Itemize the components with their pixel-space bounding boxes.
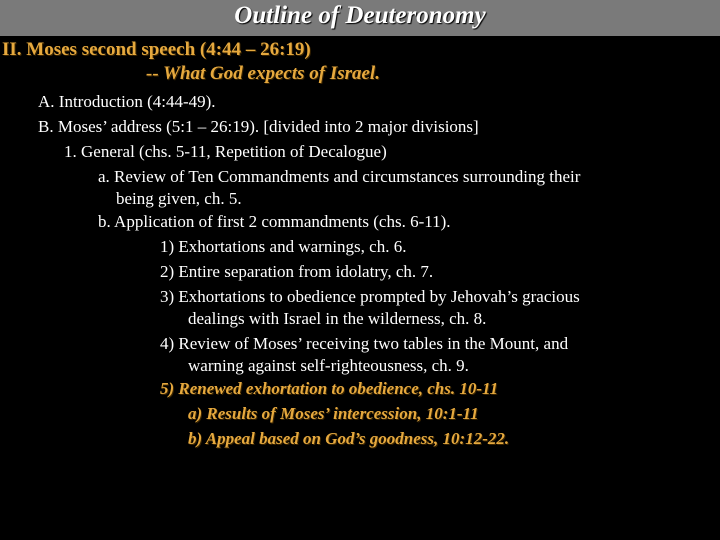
outline-line: 4) Review of Moses’ receiving two tables in the Mount, and — [160, 334, 569, 353]
outline-line: being given, ch. 5. — [116, 189, 242, 208]
outline-line: 2) Entire separation from idolatry, ch. 7. — [160, 262, 434, 281]
outline-line: B. Moses’ address (5:1 – 26:19). [divided into 2 major divisions] — [38, 117, 479, 136]
outline-line: b. Application of first 2 commandments (chs. 6-11). — [98, 212, 451, 231]
slide-title: Outline of Deuteronomy — [234, 2, 486, 29]
outline-line: 3) Exhortations to obedience prompted by Jehovah’s gracious — [160, 287, 580, 306]
outline-line: warning against self-righteousness, ch. 9. — [188, 356, 469, 375]
outline-line-highlight: 5) Renewed exhortation to obedience, chs. 10-11 — [160, 379, 499, 398]
outline-line: A. Introduction (4:44-49). — [38, 92, 216, 111]
section-heading: II. Moses second speech (4:44 – 26:19) — [2, 39, 311, 60]
outline-line-highlight: a) Results of Moses’ intercession, 10:1-11 — [188, 404, 479, 423]
outline-line: a. Review of Ten Commandments and circumstances surrounding their — [98, 167, 581, 186]
outline-line: 1. General (chs. 5-11, Repetition of Decalogue) — [64, 142, 387, 161]
outline-line: 1) Exhortations and warnings, ch. 6. — [160, 237, 407, 256]
section-subheading: -- What God expects of Israel. — [146, 63, 380, 84]
outline-line-highlight: b) Appeal based on God’s goodness, 10:12-22. — [188, 429, 510, 448]
outline-line: dealings with Israel in the wilderness, ch. 8. — [188, 309, 487, 328]
